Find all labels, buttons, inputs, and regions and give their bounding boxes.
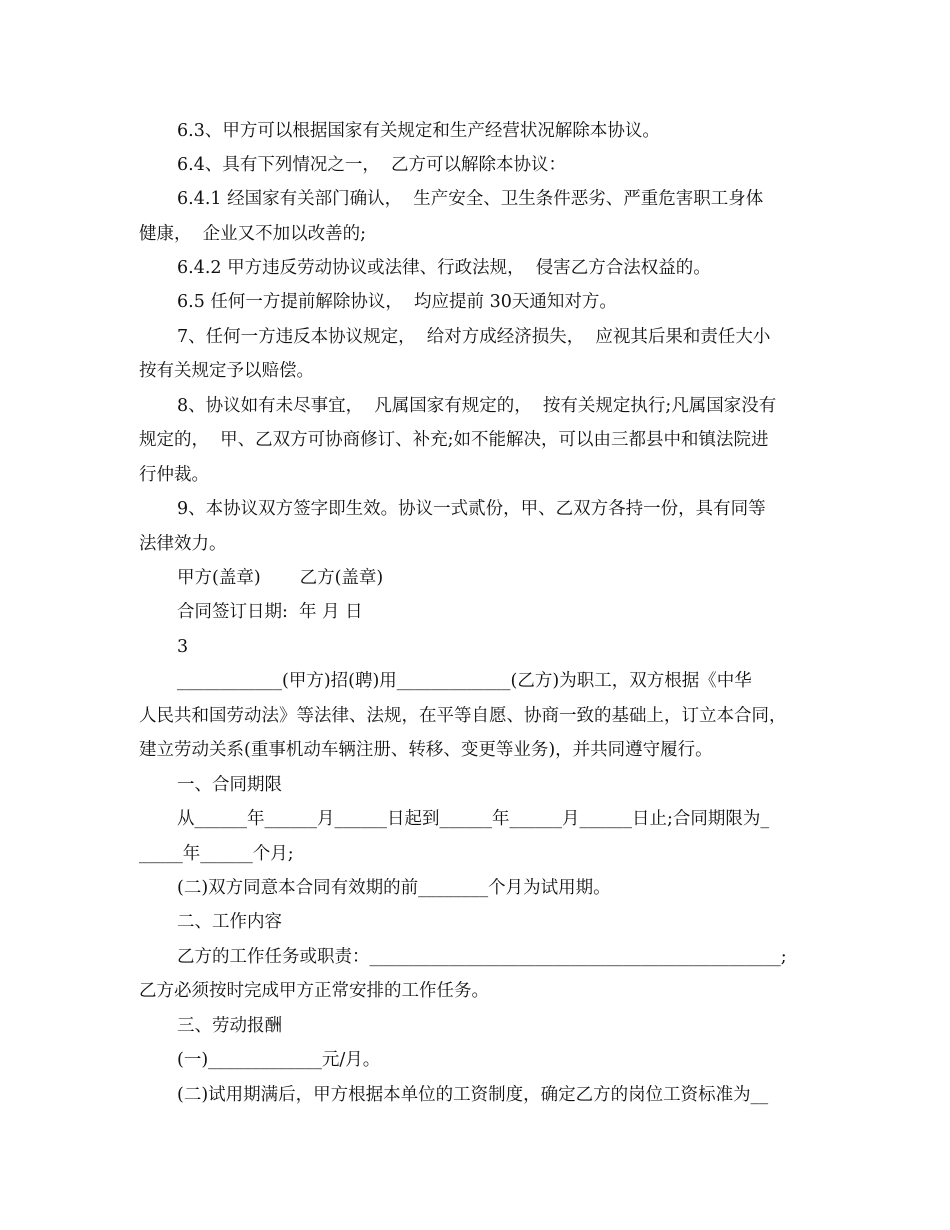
signature-parties: 甲方(盖章) 乙方(盖章) xyxy=(177,568,384,588)
clause-6-4: 6.4、具有下列情况之一， 乙方可以解除本协议： xyxy=(177,155,566,175)
clause-6-3: 6.3、甲方可以根据国家有关规定和生产经营状况解除本协议。 xyxy=(177,121,660,141)
clause-6-5: 6.5 任何一方提前解除协议， 均应提前 30天通知对方。 xyxy=(177,292,617,312)
clause-8-line-1: 8、协议如有未尽事宜， 凡属国家有规定的， 按有关规定执行;凡属国家没有 xyxy=(177,396,777,416)
remuneration-monthly: (一)_____________元/月。 xyxy=(177,1050,381,1070)
clause-7-line-1: 7、任何一方违反本协议规定， 给对方成经济损失， 应视其后果和责任大小 xyxy=(177,327,771,347)
clause-8-line-2: 规定的， 甲、乙双方可协商修订、补充;如不能解决，可以由三都县中和镇法院进 xyxy=(139,430,769,450)
signing-date: 合同签订日期: 年 月 日 xyxy=(177,602,363,622)
contract-term-line-2: _____年______个月; xyxy=(139,844,294,864)
section-number: 3 xyxy=(177,637,189,657)
remuneration-post-probation: (二)试用期满后，甲方根据本单位的工资制度，确定乙方的岗位工资标准为__ xyxy=(177,1085,769,1105)
work-duties-line-1: 乙方的工作任务或职责：_______________________________________________; xyxy=(177,947,787,967)
contract-intro-line-2: 人民共和国劳动法》等法律、法规，在平等自愿、协商一致的基础上，订立本合同， xyxy=(139,706,787,726)
work-duties-line-2: 乙方必须按时完成甲方正常安排的工作任务。 xyxy=(139,981,489,1001)
clause-9-line-2: 法律效力。 xyxy=(139,534,227,554)
clause-9-line-1: 9、本协议双方签字即生效。协议一式贰份，甲、乙双方各持一份，具有同等 xyxy=(177,499,766,519)
contract-term-line-1: 从______年______月______日起到______年______月______日止;合同期限为_ xyxy=(177,809,770,829)
contract-intro-line-1: ____________(甲方)招(聘)用_____________(乙方)为职工，双方根据《中华 xyxy=(177,671,752,691)
clause-7-line-2: 按有关规定予以赔偿。 xyxy=(139,361,314,381)
clause-8-line-3: 行仲裁。 xyxy=(139,465,209,485)
heading-contract-term: 一、合同期限 xyxy=(177,775,282,795)
clause-6-4-1-line-2: 健康， 企业又不加以改善的; xyxy=(139,224,367,244)
contract-intro-line-3: 建立劳动关系(重事机动车辆注册、转移、变更等业务)，并共同遵守履行。 xyxy=(139,740,713,760)
clause-6-4-2: 6.4.2 甲方违反劳动协议或法律、行政法规， 侵害乙方合法权益的。 xyxy=(177,258,711,278)
heading-remuneration: 三、劳动报酬 xyxy=(177,1016,282,1036)
probation-period: (二)双方同意本合同有效期的前________个月为试用期。 xyxy=(177,878,611,898)
clause-6-4-1-line-1: 6.4.1 经国家有关部门确认， 生产安全、卫生条件恶劣、严重危害职工身体 xyxy=(177,189,764,209)
heading-work-content: 二、工作内容 xyxy=(177,912,282,932)
